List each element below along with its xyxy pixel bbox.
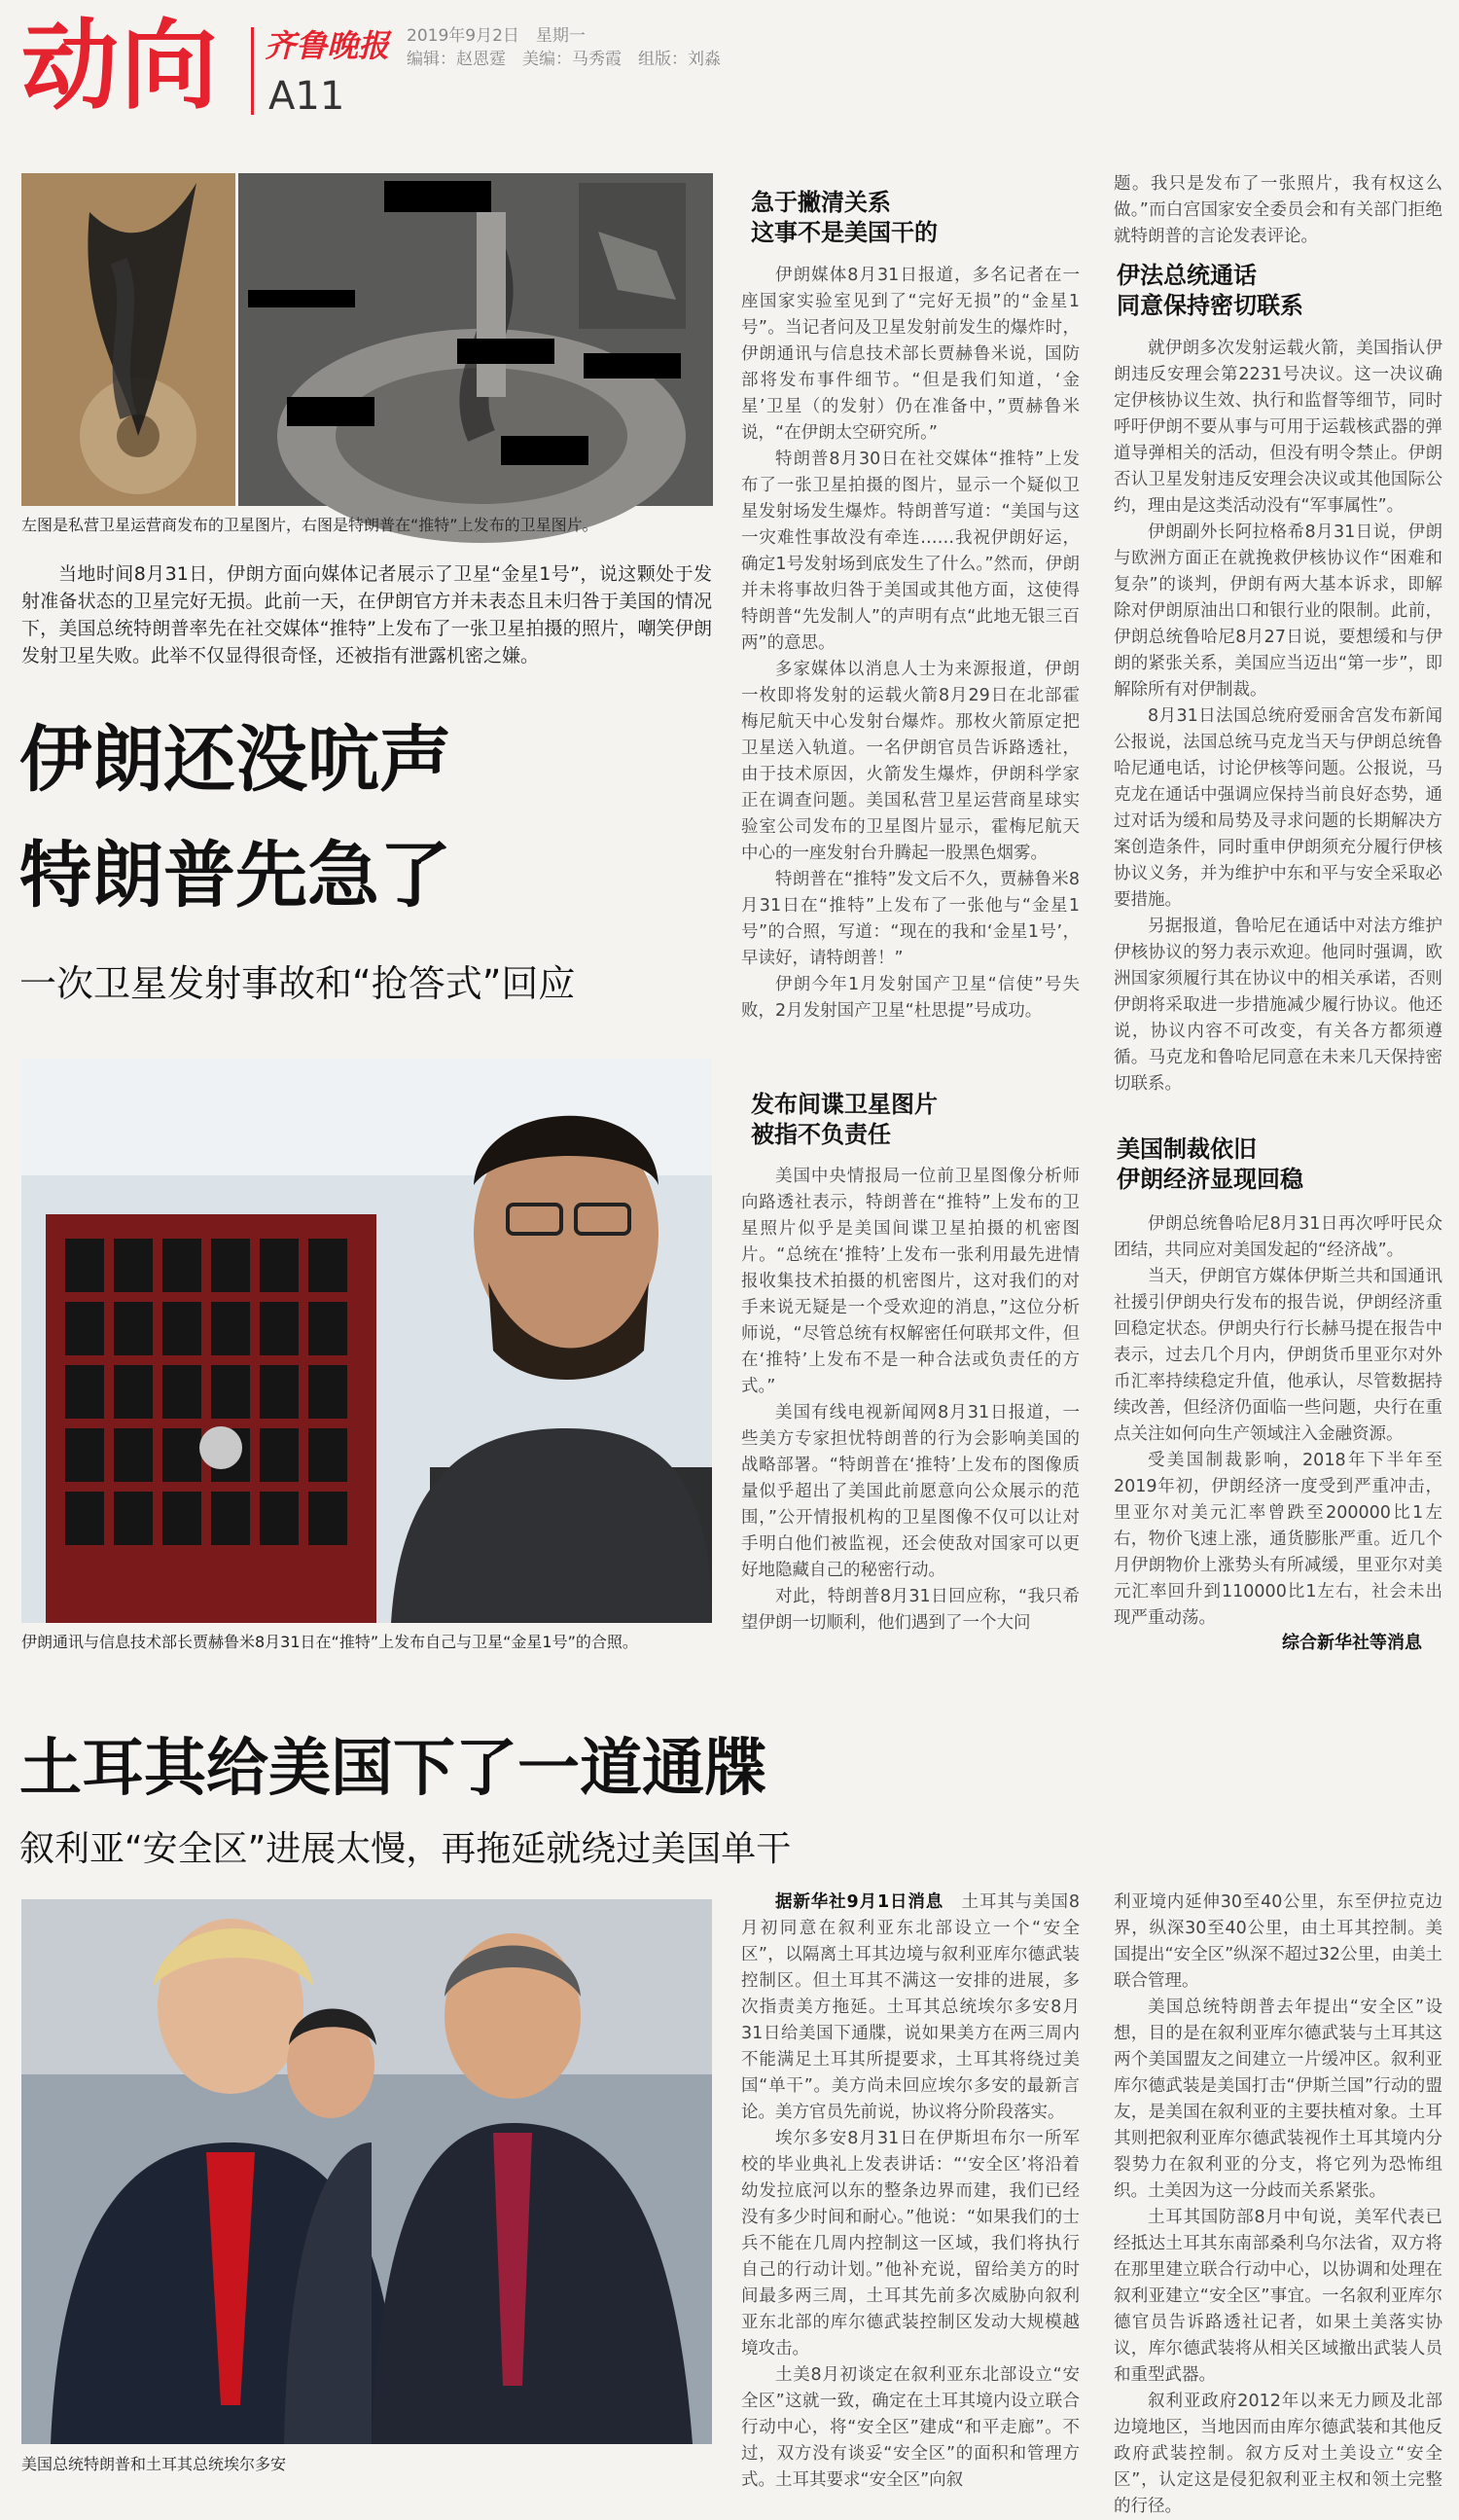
paragraph: 特朗普8月30日在社交媒体“推特”上发布了一张卫星拍摄的图片，显示一个疑似卫星发射场发生爆炸。特朗普写道：“美国与这一灾难性事故没有牵连……我祝伊朗好运，确定1号发射场到底发生了什么。”然而，伊朗并未将事故归咎于美国或其他方面，这使得特朗普“先发制人”的声明有点“此地无银三百两”的意思。 [741,450,1080,653]
section4-title-line1: 美国制裁依旧 [1117,1135,1257,1163]
paragraph: 美国有线电视新闻网8月31日报道，一些美方专家担忧特朗普的行为会影响美国的战略部署。“特朗普在‘推特’上发布的图像质量似乎超出了美国此前愿意向公众展示的范围，”公开情报机构的卫星图像不仅可以让对手明白他们被监视，还会使敌对国家可以更好地隐藏自己的秘密行动。 [741,1403,1080,1580]
news-source: 综合新华社等消息 [1282,1633,1422,1653]
paragraph [741,1890,1080,2126]
satellite-image-right [238,173,713,506]
photo3-caption: 美国总统特朗普和土耳其总统埃尔多安 [21,2455,287,2473]
paragraph: 美国总统特朗普去年提出“安全区”设想，目的是在叙利亚库尔德武装与土耳其这两个美国盟友之间建立一片缓冲区。叙利亚库尔德武装是美国打击“伊斯兰国”行动的盟友，是美国在叙利亚的主要扶植对象。土耳其则把叙利亚库尔德武装视作土耳其境内分裂势力在叙利亚的分支，将它列为恐怖组织。土美因为这一分歧而关系紧张。 [1114,1998,1442,2201]
paragraph: 土耳其国防部8月中旬说，美军代表已经抵达土耳其东南部桑利乌尔法省，双方将在那里建立联合行动中心，以协调和处理在叙利亚建立“安全区”事宜。一名叙利亚库尔德官员告诉路透社记者，如果土美落实协议，库尔德武装将从相关区域撤出武装人员和重型武器。 [1114,2208,1442,2385]
page-number: A11 [268,74,345,119]
story1-lead: 当地时间8月31日，伊朗方面向媒体记者展示了卫星“金星1号”，说这颗处于发射准备状态的卫星完好无损。此前一天，在伊朗官方并未表态且未归咎于美国的情况下，美国总统特朗普率先在社交媒体“推特”上发布了一张卫星拍摄的照片，嘲笑伊朗发射卫星失败。此举不仅显得很奇怪，还被指有泄露机密之嫌。 [21,563,712,666]
date-line: 2019年9月2日 星期一 [407,26,586,46]
section1-title-line2: 这事不是美国干的 [751,219,938,246]
paragraph: 多家媒体以消息人士为来源报道，伊朗一枚即将发射的运载火箭8月29日在北部霍梅尼航天中心发射台爆炸。那枚火箭原定把卫星送入轨道。一名伊朗官员告诉路透社，由于技术原因，火箭发生爆炸，伊朗科学家正在调查问题。美国私营卫星运营商星球实验室公司发布的卫星图片显示，霍梅尼航天中心的一座发射台升腾起一股黑色烟雾。 [741,660,1080,863]
section1-title-line1: 急于撇清关系 [751,189,891,216]
photo2-caption: 伊朗通讯与信息技术部长贾赫鲁米8月31日在“推特”上发布自己与卫星“金星1号”的合照。 [21,1633,638,1651]
paragraph: 8月31日法国总统府爱丽舍宫发布新闻公报说，法国总统马克龙当天与伊朗总统鲁哈尼通电话，讨论伊核等问题。公报说，马克龙在通话中强调应保持当前良好态势，通过对话为缓和局势及寻求问题的长期解决方案创造条件，同时重申伊朗须充分履行伊核协议义务，并为维护中东和平与安全采取必要措施。 [1114,706,1442,910]
section3-title-line2: 同意保持密切联系 [1117,292,1303,319]
photo1-caption: 左图是私营卫星运营商发布的卫星图片，右图是特朗普在“推特”上发布的卫星图片。 [21,516,598,534]
story1-headline-line1: 伊朗还没吭声 [19,718,451,802]
paragraph: 伊朗今年1月发射国产卫星“信使”号失败，2月发射国产卫星“杜思提”号成功。 [741,975,1080,1021]
story2-subheadline: 叙利亚“安全区”进展太慢，再拖延就绕过美国单干 [19,1829,792,1869]
paragraph: 伊朗媒体8月31日报道，多名记者在一座国家实验室见到了“完好无损”的“金星1号”。当记者问及卫星发射前发生的爆炸时，伊朗通讯与信息技术部长贾赫鲁米说，国防部将发布事件细节。“但是我们知道，‘金星’卫星（的发射）仍在准备中，”贾赫鲁米说，“在伊朗太空研究所。” [741,266,1080,443]
paragraph: 伊朗总统鲁哈尼8月31日再次呼吁民众团结，共同应对美国发起的“经济战”。 [1114,1214,1442,1260]
paragraph: 就伊朗多次发射运载火箭，美国指认伊朗违反安理会第2231号决议。这一决议确定伊核协议生效、执行和监督等细节，同时呼吁伊朗不要从事与可用于运载核武器的弹道导弹相关的活动，但没有明令禁止。伊朗否认卫星发射违反安理会决议或其他国际公约，理由是这类活动没有“军事属性”。 [1114,339,1442,516]
paragraph: 当天，伊朗官方媒体伊斯兰共和国通讯社援引伊朗央行发布的报告说，伊朗经济重回稳定状态。伊朗央行行长赫马提在报告中表示，过去几个月内，伊朗货币里亚尔对外币汇率持续稳定升值，他承认，尽管数据持续改善，但经济仍面临一些问题，央行在重点关注如何向生产领域注入金融资源。 [1114,1267,1442,1444]
story2-headline: 土耳其给美国下了一道通牒 [19,1733,766,1805]
section2-title-line2: 被指不负责任 [751,1121,891,1148]
section4-body [1114,1211,1442,1628]
paragraph: 受美国制裁影响，2018年下半年至2019年初，伊朗经济一度受到严重冲击，里亚尔对美元汇率曾跌至200000比1左右，物价飞速上涨，通货膨胀严重。近几个月伊朗物价上涨势头有所减缓，里亚尔对美元汇率回升到110000比1左右，社会未出现严重动荡。 [1114,1451,1442,1628]
story1-subheadline: 一次卫星发射事故和“抢答式”回应 [19,962,576,1005]
paragraph: 对此，特朗普8月31日回应称，“我只希望伊朗一切顺利，他们遇到了一个大问 [741,1587,1080,1633]
paragraph: 土美8月初谈定在叙利亚东北部设立“安全区”这就一致，确定在土耳其境内设立联合行动中心，将“安全区”建成“和平走廊”。不过，双方没有谈妥“安全区”的面积和管理方式。土耳其要求“安全区”向叙 [741,2365,1080,2490]
section2-continued: 题。我只是发布了一张照片，我有权这么做。”而白宫国家安全委员会和有关部门拒绝就特朗普的言论发表评论。 [1114,174,1442,246]
paragraph: 叙利亚政府2012年以来无力顾及北部边境地区，当地因而由库尔德武装和其他反政府武装控制。叙方反对土美设立“安全区”，认定这是侵犯叙利亚主权和领土完整的行径。 [1114,2392,1442,2516]
section1-body [741,263,1080,1080]
paragraph: 利亚境内延伸30至40公里，东至伊拉克边界，纵深30至40公里，由土耳其控制。美国提出“安全区”纵深不超过32公里，由美土联合管理。 [1114,1892,1442,1991]
story2-column2 [1114,1890,1442,2516]
story1-headline-line2: 特朗普先急了 [19,834,451,918]
trump-erdogan-photo [21,1899,712,2444]
section2-body [741,1164,1080,1650]
paragraph: 伊朗副外长阿拉格希8月31日说，伊朗与欧洲方面正在就挽救伊核协议作“困难和复杂”的谈判，伊朗有两大基本诉求，即解除对伊朗原油出口和银行业的限制。此前，伊朗总统鲁哈尼8月27日说，要想缓和与伊朗的紧张关系，美国应当迈出“第一步”，即解除所有对伊制裁。 [1114,522,1442,700]
minister-with-satellite-photo [21,1059,712,1623]
section4-title-line2: 伊朗经济显现回稳 [1117,1166,1303,1193]
paragraph-text: 土耳其与美国8月初同意在叙利亚东北部设立一个“安全区”，以隔离土耳其边境与叙利亚库尔德武装控制区。但土耳其不满这一安排的进展，多次指责美方拖延。土耳其总统埃尔多安8月31日给美国下通牒，说如果美方在两三周内不能满足土耳其所提要求，土耳其将绕过美国“单干”。美方尚未回应埃尔多安的最新言论。美方官员先前说，协议将分阶段落实。 [741,1892,1081,2122]
paragraph: 美国中央情报局一位前卫星图像分析师向路透社表示，特朗普在“推特”上发布的卫星照片似乎是美国间谍卫星拍摄的机密图片。“总统在‘推特’上发布一张利用最先进情报收集技术拍摄的机密图片，这对我们的对手来说无疑是一个受欢迎的消息，”这位分析师说，“尽管总统有权解密任何联邦文件，但在‘推特’上发布不是一种合法或负责任的方式。” [741,1167,1080,1396]
paragraph: 另据报道，鲁哈尼在通话中对法方维护伊核协议的努力表示欢迎。他同时强调，欧洲国家须履行其在协议中的相关承诺，否则伊朗将采取进一步措施减少履行协议。他还说，协议内容不可改变，有关各方都须遵循。马克龙和鲁哈尼同意在未来几天保持密切联系。 [1114,917,1442,1094]
newspaper-logo: 齐鲁晚报 [265,27,390,64]
paragraph: 特朗普在“推特”发文后不久，贾赫鲁米8月31日在“推特”上发布了一张他与“金星1号”的合照，写道：“现在的我和‘金星1号’，早读好，请特朗普！” [741,870,1080,968]
section3-body [1114,336,1442,1124]
section2-title-line1: 发布间谍卫星图片 [751,1091,938,1118]
section-title: 动向 [21,9,220,123]
masthead-divider [251,27,254,115]
paragraph: 埃尔多安8月31日在伊斯坦布尔一所军校的毕业典礼上发表讲话：“‘安全区’将沿着幼发拉底河以东的整条边界而建，我们已经没有多少时间和耐心。”他说：“如果我们的士兵不能在几周内控制这一区域，我们将执行自己的行动计划。”他补充说，留给美方的时间最多两三周，土耳其先前多次威胁向叙利亚东北部的库尔德武装控制区发动大规模越境攻击。 [741,2129,1080,2358]
story2-column1 [741,1890,1081,2490]
dateline: 据新华社9月1日消息 [775,1892,944,1912]
section3-title-line1: 伊法总统通话 [1117,262,1257,289]
satellite-image-left [21,173,235,506]
staff-line: 编辑：赵恩霆 美编：马秀霞 组版：刘淼 [407,50,721,69]
